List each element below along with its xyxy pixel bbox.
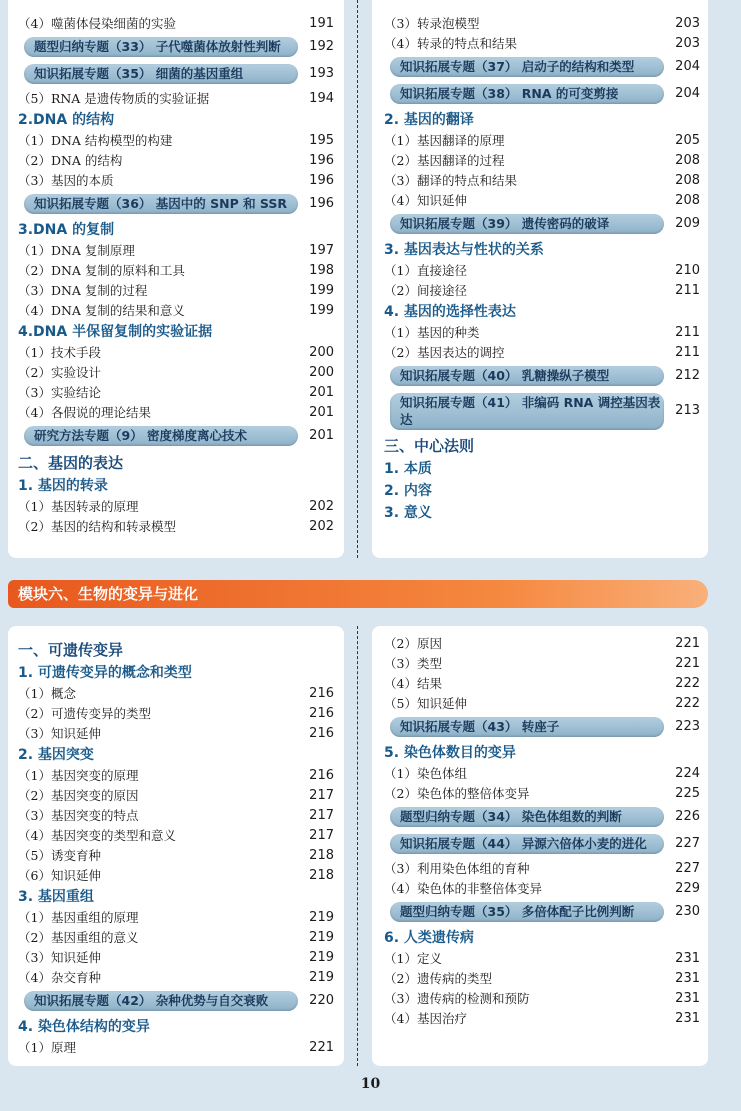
- special-topic-entry: [384, 900, 700, 924]
- toc-entry-title: （5）RNA 是遗传物质的实验证据: [18, 91, 210, 106]
- toc-entry-title: （4）基因治疗: [384, 1011, 467, 1026]
- toc-entry: [384, 764, 700, 784]
- toc-entry-page: 202: [309, 499, 334, 514]
- toc-entry: [18, 261, 334, 281]
- toc-entry: [18, 704, 334, 724]
- toc-entry-page: 216: [309, 726, 334, 741]
- toc-entry-title: （2）基因突变的原因: [18, 788, 139, 803]
- toc-entry-title: （4）转录的特点和结果: [384, 36, 517, 51]
- toc-entry-title: （1）定义: [384, 951, 442, 966]
- special-topic-label: 知识拓展专题（39） 遗传密码的破译: [390, 214, 664, 234]
- toc-entry-page: 192: [309, 39, 334, 54]
- toc-entry: [18, 684, 334, 704]
- toc-entry-page: 222: [675, 676, 700, 691]
- toc-entry: [18, 131, 334, 151]
- toc-entry-page: 231: [675, 951, 700, 966]
- toc-entry-page: 197: [309, 243, 334, 258]
- toc-entry: [18, 866, 334, 886]
- toc-entry-page: 211: [675, 283, 700, 298]
- toc-entry-page: 209: [675, 216, 700, 231]
- toc-entry-title: （2）可遗传变异的类型: [18, 706, 151, 721]
- toc-entry-page: 200: [309, 365, 334, 380]
- toc-entry-page: 203: [675, 16, 700, 31]
- toc-entry-title: （2）间接途径: [384, 283, 467, 298]
- toc-entry-title: （3）遗传病的检测和预防: [384, 991, 530, 1006]
- toc-entry-page: 218: [309, 868, 334, 883]
- toc-entry: [18, 14, 334, 34]
- toc-entry-page: 208: [675, 193, 700, 208]
- toc-entry-title: （5）知识延伸: [384, 696, 467, 711]
- toc-entry-title: （1）技术手段: [18, 345, 101, 360]
- toc-entry-title: （4）染色体的非整倍体变异: [384, 881, 542, 896]
- toc-entry-title: （3）DNA 复制的过程: [18, 283, 148, 298]
- toc-entry: [18, 846, 334, 866]
- toc-entry-title: （2）实验设计: [18, 365, 101, 380]
- special-topic-label: 题型归纳专题（35） 多倍体配子比例判断: [390, 902, 664, 922]
- toc-entry: [18, 151, 334, 171]
- toc-entry: [384, 281, 700, 301]
- toc-entry-page: 211: [675, 325, 700, 340]
- toc-entry: [384, 171, 700, 191]
- toc-entry-title: （2）遗传病的类型: [384, 971, 492, 986]
- toc-entry: [18, 948, 334, 968]
- toc-entry-page: 221: [309, 1040, 334, 1055]
- toc-entry-page: 200: [309, 345, 334, 360]
- toc-entry-page: 199: [309, 303, 334, 318]
- toc-entry-page: 201: [309, 428, 334, 443]
- toc-entry: [384, 879, 700, 899]
- toc-entry-title: （3）知识延伸: [18, 726, 101, 741]
- toc-entry-page: 201: [309, 405, 334, 420]
- toc-entry-title: （1）原理: [18, 1040, 76, 1055]
- toc-entry-page: 194: [309, 91, 334, 106]
- toc-entry-page: 227: [675, 836, 700, 851]
- toc-entry: [18, 363, 334, 383]
- section-heading: 4. 基因的选择性表达: [384, 304, 516, 320]
- toc-entry: [384, 131, 700, 151]
- special-topic-entry: [384, 82, 700, 106]
- toc-entry: [18, 908, 334, 928]
- section-heading: 4. 染色体结构的变异: [18, 1019, 150, 1035]
- special-topic-entry: [384, 55, 700, 79]
- toc-entry-title: （2）DNA 复制的原料和工具: [18, 263, 185, 278]
- section-heading: 2. 内容: [384, 483, 432, 499]
- toc-entry-page: 196: [309, 153, 334, 168]
- toc-entry-page: 221: [675, 636, 700, 651]
- toc-entry-title: （1）基因的种类: [384, 325, 480, 340]
- toc-entry: [384, 674, 700, 694]
- special-topic-label: 知识拓展专题（40） 乳糖操纵子模型: [390, 366, 664, 386]
- toc-entry-page: 218: [309, 848, 334, 863]
- toc-entry: [18, 89, 334, 109]
- special-topic-entry: [18, 62, 334, 86]
- section-heading: 6. 人类遗传病: [384, 930, 474, 946]
- toc-entry-title: （3）转录泡模型: [384, 16, 480, 31]
- toc-entry: [384, 969, 700, 989]
- toc-entry-page: 231: [675, 991, 700, 1006]
- toc-entry: [18, 497, 334, 517]
- toc-entry: [384, 654, 700, 674]
- toc-entry-title: （1）基因转录的原理: [18, 499, 139, 514]
- chapter-heading: 一、可遗传变异: [18, 641, 124, 659]
- toc-entry-page: 193: [309, 66, 334, 81]
- toc-entry-title: （4）噬菌体侵染细菌的实验: [18, 16, 176, 31]
- special-topic-entry: [384, 391, 700, 431]
- special-topic-label: 题型归纳专题（33） 子代噬菌体放射性判断: [24, 37, 298, 57]
- toc-entry-page: 231: [675, 971, 700, 986]
- toc-entry-page: 208: [675, 153, 700, 168]
- section-heading: 2.DNA 的结构: [18, 112, 115, 128]
- toc-entry-page: 216: [309, 686, 334, 701]
- toc-entry-title: （2）基因的结构和转录模型: [18, 519, 176, 534]
- toc-entry-page: 211: [675, 345, 700, 360]
- toc-entry: [18, 766, 334, 786]
- toc-entry-title: （2）DNA 的结构: [18, 153, 123, 168]
- module-banner: 模块六、生物的变异与进化: [8, 580, 708, 608]
- column-divider: [357, 0, 358, 558]
- toc-entry: [384, 1009, 700, 1029]
- toc-entry-page: 204: [675, 86, 700, 101]
- toc-entry-title: （1）基因突变的原理: [18, 768, 139, 783]
- section-heading: 3. 基因表达与性状的关系: [384, 242, 544, 258]
- toc-entry: [18, 301, 334, 321]
- section-heading: 3. 基因重组: [18, 889, 94, 905]
- toc-entry-title: （5）诱变育种: [18, 848, 101, 863]
- toc-entry-title: （2）基因翻译的过程: [384, 153, 505, 168]
- toc-entry: [384, 989, 700, 1009]
- toc-entry-title: （1）DNA 结构模型的构建: [18, 133, 173, 148]
- special-topic-entry: [384, 805, 700, 829]
- toc-entry-title: （1）染色体组: [384, 766, 467, 781]
- toc-entry-page: 204: [675, 59, 700, 74]
- special-topic-entry: [18, 192, 334, 216]
- chapter-heading: 三、中心法则: [384, 437, 475, 455]
- toc-entry-title: （1）基因重组的原理: [18, 910, 139, 925]
- toc-entry-title: （3）知识延伸: [18, 950, 101, 965]
- special-topic-label: 知识拓展专题（36） 基因中的 SNP 和 SSR: [24, 194, 298, 214]
- toc-entry-page: 225: [675, 786, 700, 801]
- toc-entry-title: （4）杂交育种: [18, 970, 101, 985]
- toc-entry-page: 196: [309, 173, 334, 188]
- toc-entry-page: 198: [309, 263, 334, 278]
- special-topic-label: 知识拓展专题（44） 异源六倍体小麦的进化: [390, 834, 664, 854]
- toc-entry-page: 219: [309, 910, 334, 925]
- special-topic-entry: [384, 212, 700, 236]
- toc-entry: [384, 191, 700, 211]
- special-topic-entry: [18, 35, 334, 59]
- special-topic-label: 研究方法专题（9） 密度梯度离心技术: [24, 426, 298, 446]
- toc-entry-title: （3）实验结论: [18, 385, 101, 400]
- toc-entry-title: （1）DNA 复制原理: [18, 243, 135, 258]
- toc-entry-page: 205: [675, 133, 700, 148]
- toc-entry: [384, 634, 700, 654]
- section-heading: 1. 可遗传变异的概念和类型: [18, 665, 192, 681]
- toc-entry: [18, 968, 334, 988]
- toc-entry-page: 210: [675, 263, 700, 278]
- toc-entry-page: 196: [309, 196, 334, 211]
- toc-entry: [18, 724, 334, 744]
- toc-entry: [384, 14, 700, 34]
- toc-entry: [384, 694, 700, 714]
- section-heading: 3.DNA 的复制: [18, 222, 115, 238]
- toc-entry: [384, 949, 700, 969]
- toc-entry-page: 219: [309, 970, 334, 985]
- toc-entry-title: （2）原因: [384, 636, 442, 651]
- column-divider: [357, 626, 358, 1066]
- toc-entry-page: 227: [675, 861, 700, 876]
- toc-entry-page: 212: [675, 368, 700, 383]
- toc-entry-page: 226: [675, 809, 700, 824]
- toc-entry-page: 223: [675, 719, 700, 734]
- toc-entry-page: 221: [675, 656, 700, 671]
- toc-entry-title: （3）基因的本质: [18, 173, 114, 188]
- toc-entry: [384, 784, 700, 804]
- toc-entry: [18, 343, 334, 363]
- section-heading: 5. 染色体数目的变异: [384, 745, 516, 761]
- toc-entry: [384, 323, 700, 343]
- toc-entry-title: （2）基因重组的意义: [18, 930, 139, 945]
- toc-entry-page: 219: [309, 950, 334, 965]
- toc-entry-page: 230: [675, 904, 700, 919]
- section-heading: 1. 本质: [384, 461, 432, 477]
- toc-entry: [18, 517, 334, 537]
- toc-entry-page: 220: [309, 993, 334, 1008]
- page-number: 10: [360, 1076, 381, 1092]
- toc-entry-page: 191: [309, 16, 334, 31]
- toc-entry-title: （1）直接途径: [384, 263, 467, 278]
- toc-entry-title: （4）各假说的理论结果: [18, 405, 151, 420]
- toc-entry-page: 229: [675, 881, 700, 896]
- toc-entry: [18, 281, 334, 301]
- toc-entry-title: （2）基因表达的调控: [384, 345, 505, 360]
- toc-entry-title: （1）概念: [18, 686, 76, 701]
- section-heading: 2. 基因的翻译: [384, 112, 474, 128]
- toc-entry-page: 219: [309, 930, 334, 945]
- toc-entry-page: 217: [309, 808, 334, 823]
- section-heading: 2. 基因突变: [18, 747, 94, 763]
- special-topic-label: 知识拓展专题（35） 细菌的基因重组: [24, 64, 298, 84]
- toc-entry-page: 208: [675, 173, 700, 188]
- toc-entry: [18, 241, 334, 261]
- special-topic-entry: [18, 424, 334, 448]
- toc-entry: [384, 151, 700, 171]
- toc-entry-title: （3）基因突变的特点: [18, 808, 139, 823]
- toc-entry-title: （4）知识延伸: [384, 193, 467, 208]
- special-topic-entry: [384, 715, 700, 739]
- toc-entry: [18, 383, 334, 403]
- toc-column-bottom-left: [18, 638, 334, 1058]
- section-heading: 4.DNA 半保留复制的实验证据: [18, 324, 213, 340]
- toc-entry-page: 224: [675, 766, 700, 781]
- chapter-heading: 二、基因的表达: [18, 454, 124, 472]
- special-topic-label: 知识拓展专题（43） 转座子: [390, 717, 664, 737]
- toc-entry-page: 231: [675, 1011, 700, 1026]
- toc-entry: [18, 171, 334, 191]
- toc-entry: [384, 34, 700, 54]
- special-topic-label: 题型归纳专题（34） 染色体组数的判断: [390, 807, 664, 827]
- toc-entry-page: 195: [309, 133, 334, 148]
- special-topic-label: 知识拓展专题（38） RNA 的可变剪接: [390, 84, 664, 104]
- toc-entry-title: （3）类型: [384, 656, 442, 671]
- special-topic-entry: [384, 364, 700, 388]
- special-topic-label: 知识拓展专题（37） 启动子的结构和类型: [390, 57, 664, 77]
- toc-entry-title: （3）利用染色体组的育种: [384, 861, 530, 876]
- toc-entry-title: （3）翻译的特点和结果: [384, 173, 517, 188]
- toc-entry-page: 203: [675, 36, 700, 51]
- toc-entry-title: （4）基因突变的类型和意义: [18, 828, 176, 843]
- toc-entry: [384, 343, 700, 363]
- toc-entry-page: 213: [675, 403, 700, 418]
- toc-entry-page: 202: [309, 519, 334, 534]
- toc-entry: [18, 826, 334, 846]
- special-topic-label: 知识拓展专题（41） 非编码 RNA 调控基因表达: [390, 393, 664, 430]
- toc-entry-title: （6）知识延伸: [18, 868, 101, 883]
- toc-entry-page: 216: [309, 706, 334, 721]
- section-heading: 3. 意义: [384, 505, 432, 521]
- special-topic-entry: [384, 832, 700, 856]
- toc-entry: [18, 928, 334, 948]
- toc-entry-page: 199: [309, 283, 334, 298]
- section-heading: 1. 基因的转录: [18, 478, 108, 494]
- toc-entry: [18, 1038, 334, 1058]
- special-topic-label: 知识拓展专题（42） 杂种优势与自交衰败: [24, 991, 298, 1011]
- toc-entry: [18, 806, 334, 826]
- special-topic-entry: [18, 989, 334, 1013]
- toc-column-top-left: [18, 14, 334, 537]
- toc-entry-title: （4）DNA 复制的结果和意义: [18, 303, 185, 318]
- toc-entry-title: （4）结果: [384, 676, 442, 691]
- toc-entry: [384, 859, 700, 879]
- toc-column-top-right: [384, 14, 700, 524]
- toc-entry-page: 217: [309, 788, 334, 803]
- toc-entry: [18, 786, 334, 806]
- toc-entry-title: （1）基因翻译的原理: [384, 133, 505, 148]
- toc-column-bottom-right: [384, 634, 700, 1029]
- toc-entry-title: （2）染色体的整倍体变异: [384, 786, 530, 801]
- toc-entry-page: 216: [309, 768, 334, 783]
- toc-entry-page: 217: [309, 828, 334, 843]
- toc-entry: [384, 261, 700, 281]
- toc-entry: [18, 403, 334, 423]
- toc-entry-page: 201: [309, 385, 334, 400]
- toc-entry-page: 222: [675, 696, 700, 711]
